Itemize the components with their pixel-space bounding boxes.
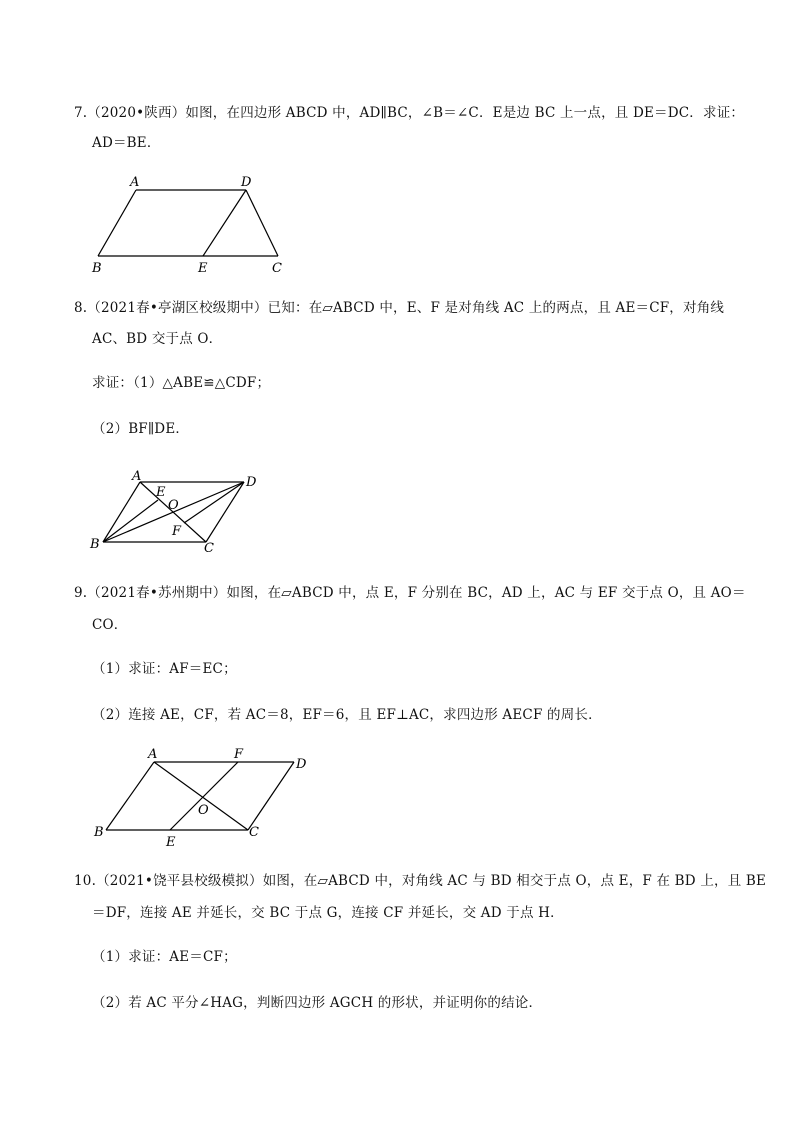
label-C: C bbox=[249, 825, 259, 840]
problem-8-line-4: （2）BF∥DE． bbox=[92, 421, 190, 437]
problem-10-line-1 bbox=[74, 872, 766, 890]
label-O: O bbox=[168, 498, 179, 513]
problem-8-line-2: AC、BD 交于点 O． bbox=[92, 331, 223, 347]
label-F: F bbox=[172, 524, 182, 539]
label-B: B bbox=[94, 825, 104, 840]
problem-8-line-1 bbox=[74, 299, 724, 317]
problem-10-text-1: （2021•饶平县校级模拟）如图，在▱ABCD 中，对角线 AC 与 BD 相交于点 O，点 E，F 在 BD 上，且 BE bbox=[96, 873, 767, 889]
problem-9-text-1: （2021春•苏州期中）如图，在▱ABCD 中，点 E，F 分别在 BC，AD 上，AC 与 EF 交于点 O，且 AO＝ bbox=[87, 585, 746, 601]
problem-7-number: 7. bbox=[74, 105, 88, 121]
label-D: D bbox=[241, 175, 252, 190]
label-E: E bbox=[198, 261, 208, 276]
problem-8-text-1: （2021春•亭湖区校级期中）已知：在▱ABCD 中，E、F 是对角线 AC 上的两点，且 AE＝CF，对角线 bbox=[87, 300, 725, 316]
label-A: A bbox=[132, 469, 142, 484]
label-O: O bbox=[198, 803, 209, 818]
problem-9-line-4: （2）连接 AE，CF，若 AC＝8，EF＝6，且 EF⊥AC，求四边形 AECF 的周长． bbox=[92, 707, 602, 723]
label-C: C bbox=[204, 541, 214, 556]
problem-8-line-3: 求证：（1）△ABE≌△CDF； bbox=[92, 375, 271, 391]
label-B: B bbox=[92, 261, 102, 276]
problem-10-line-4: （2）若 AC 平分∠HAG，判断四边形 AGCH 的形状，并证明你的结论． bbox=[92, 995, 543, 1011]
label-C: C bbox=[272, 261, 282, 276]
problem-7-figure bbox=[86, 170, 306, 280]
label-A: A bbox=[148, 747, 158, 762]
problem-10-number: 10. bbox=[74, 873, 97, 889]
label-A: A bbox=[130, 175, 140, 190]
problem-10-line-3: （1）求证：AE＝CF； bbox=[92, 949, 237, 965]
problem-9-line-2: CO． bbox=[92, 617, 128, 633]
label-E: E bbox=[156, 485, 166, 500]
problem-8-figure bbox=[86, 466, 276, 558]
label-F: F bbox=[234, 747, 244, 762]
problem-7-text-1: （2020•陕西）如图，在四边形 ABCD 中，AD∥BC，∠B＝∠C．E是边 BC 上一点，且 DE＝DC．求证： bbox=[87, 105, 745, 121]
label-D: D bbox=[296, 757, 307, 772]
label-D: D bbox=[246, 475, 257, 490]
problem-9-number: 9. bbox=[74, 585, 88, 601]
problem-7-line-1 bbox=[74, 104, 744, 122]
problem-10-line-2: ＝DF，连接 AE 并延长，交 BC 于点 G，连接 CF 并延长，交 AD 于点 H． bbox=[92, 905, 564, 921]
problem-9-line-3: （1）求证：AF＝EC； bbox=[92, 661, 237, 677]
label-E: E bbox=[166, 835, 176, 850]
problem-9-line-1 bbox=[74, 584, 746, 602]
label-B: B bbox=[90, 537, 100, 552]
problem-7-line-2: AD＝BE． bbox=[92, 135, 161, 151]
problem-9-figure bbox=[86, 746, 316, 850]
problem-8-number: 8. bbox=[74, 300, 88, 316]
